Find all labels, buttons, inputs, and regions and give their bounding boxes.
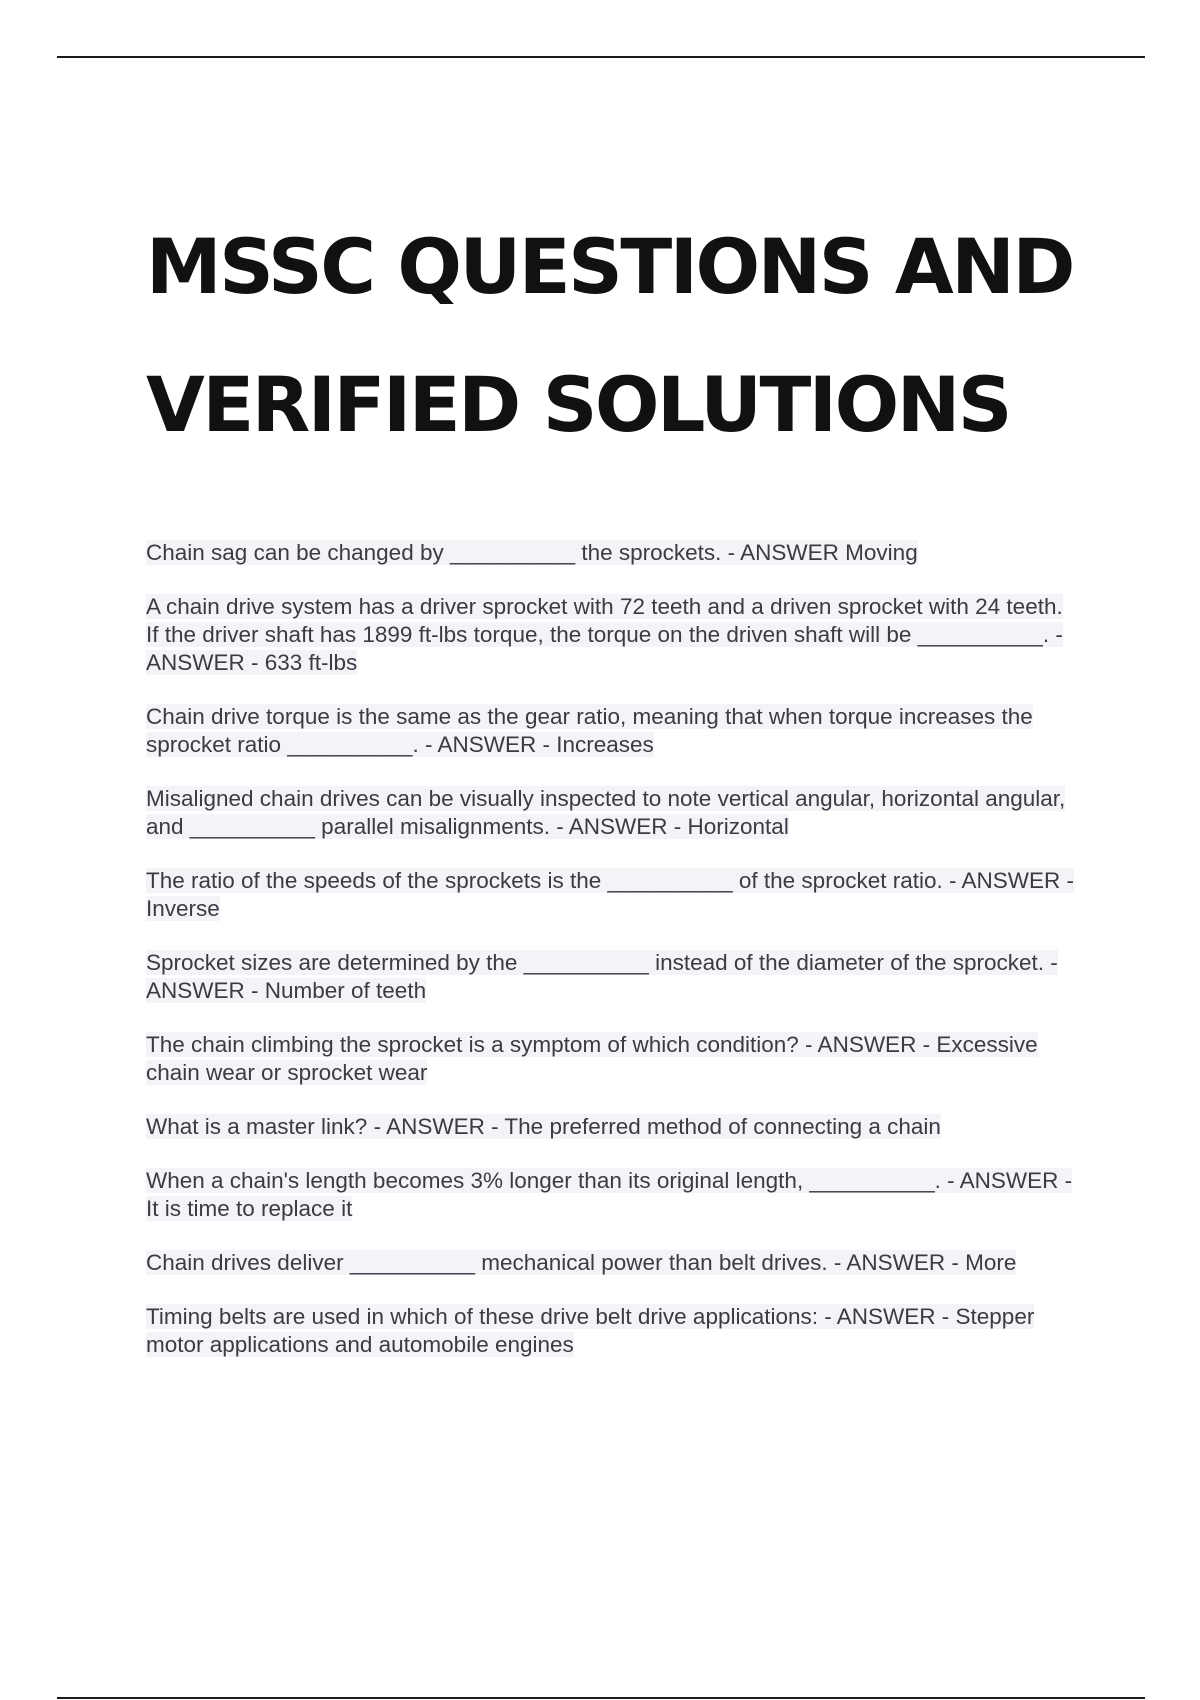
qa-item-7 [146, 1031, 1076, 1087]
bottom-rule [57, 1697, 1145, 1699]
qa-item-1 [146, 539, 1076, 567]
qa-item-5 [146, 867, 1076, 923]
qa-text: Chain drive torque is the same as the gear ratio, meaning that when torque increases the sprocket ratio __________. - ANSWER - Increases [146, 704, 1033, 757]
title-line-2: VERIFIED SOLUTIONS [146, 360, 1011, 449]
qa-text: What is a master link? - ANSWER - The preferred method of connecting a chain [146, 1114, 941, 1139]
qa-text: The chain climbing the sprocket is a symptom of which condition? - ANSWER - Excessive chain wear or sprocket wear [146, 1032, 1038, 1085]
qa-item-2 [146, 593, 1076, 677]
top-rule [57, 56, 1145, 58]
qa-item-11 [146, 1303, 1076, 1359]
qa-item-9 [146, 1167, 1076, 1223]
title-line-1: MSSC QUESTIONS AND [146, 222, 1073, 311]
qa-text: Timing belts are used in which of these drive belt drive applications: - ANSWER - Stepper motor applications and automobile engines [146, 1304, 1035, 1357]
qa-text: Chain drives deliver __________ mechanical power than belt drives. - ANSWER - More [146, 1250, 1017, 1275]
qa-list [146, 539, 1076, 1359]
qa-item-6 [146, 949, 1076, 1005]
document-title [146, 198, 1146, 474]
qa-text: A chain drive system has a driver sprocket with 72 teeth and a driven sprocket with 24 teeth. If the driver shaft has 1899 ft-lbs torque, the torque on the driven shaft will be __________. - ANSWER - 633 ft-lbs [146, 594, 1063, 675]
qa-text: Sprocket sizes are determined by the __________ instead of the diameter of the sprocket. - ANSWER - Number of teeth [146, 950, 1058, 1003]
qa-item-3 [146, 703, 1076, 759]
qa-text: Misaligned chain drives can be visually inspected to note vertical angular, horizontal angular, and __________ parallel misalignments. - ANSWER - Horizontal [146, 786, 1066, 839]
qa-text: The ratio of the speeds of the sprockets is the __________ of the sprocket ratio. - ANSWER - Inverse [146, 868, 1074, 921]
qa-text: Chain sag can be changed by __________ the sprockets. - ANSWER Moving [146, 540, 918, 565]
qa-item-8 [146, 1113, 1076, 1141]
qa-text: When a chain's length becomes 3% longer than its original length, __________. - ANSWER - It is time to replace it [146, 1168, 1073, 1221]
qa-item-4 [146, 785, 1076, 841]
qa-item-10 [146, 1249, 1076, 1277]
